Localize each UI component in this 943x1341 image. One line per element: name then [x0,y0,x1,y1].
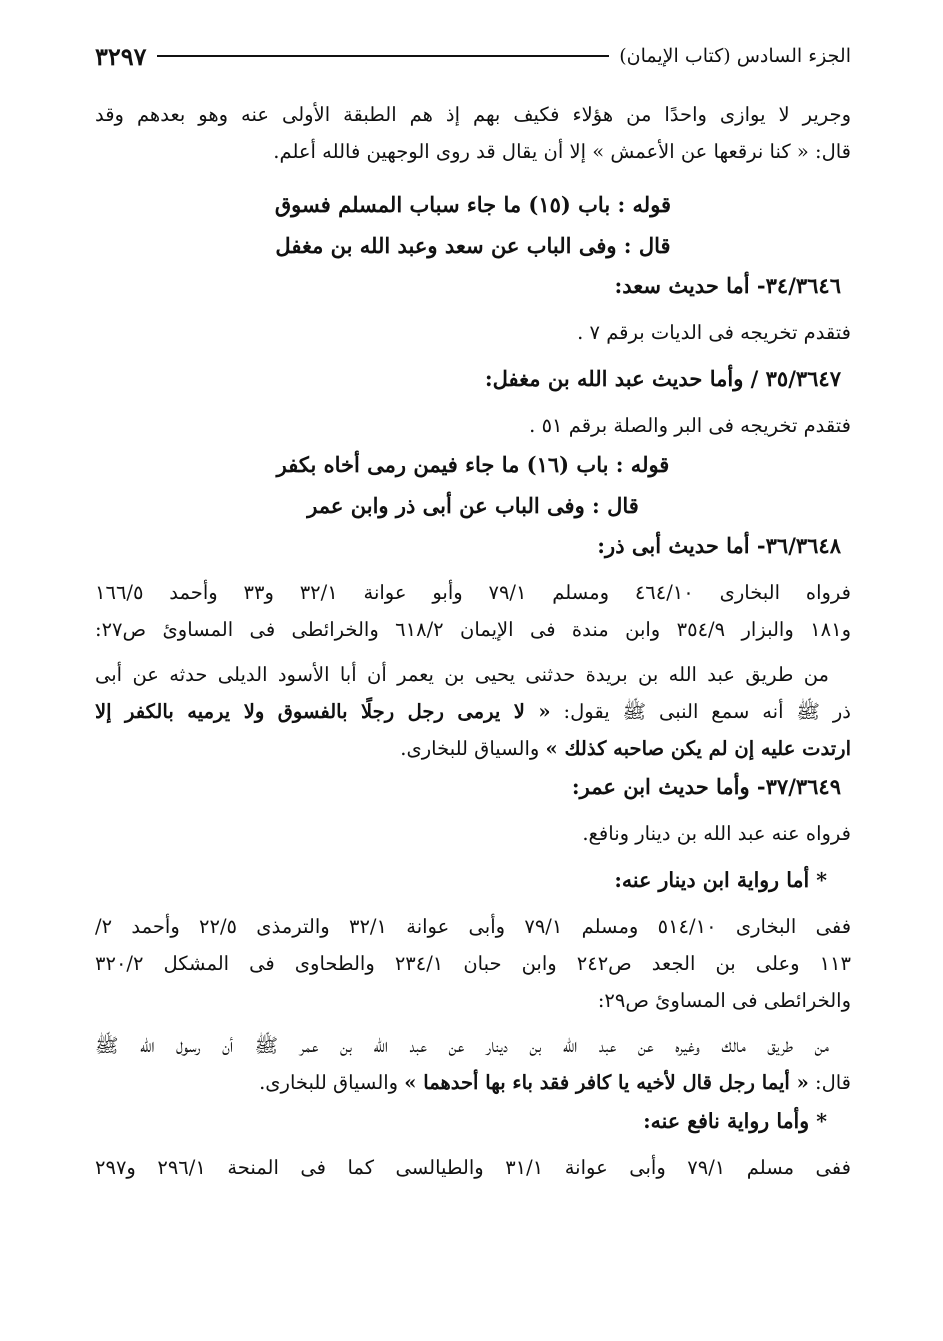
page-number: ٣٢٩٧ [95,41,147,71]
text-line: و١٨١ والبزار ٣٥٤/٩ وابن مندة فى الإيمان ٦١٨/٢ والخرائطى فى المساوئ ص٢٧: [95,618,851,641]
text-line: فتقدم تخريجه فى البر والصلة برقم ٥١ . [529,414,851,437]
text-line [95,730,851,767]
text-line: والخرائطى فى المساوئ ص٢٩: [597,989,851,1012]
header-rule [157,55,610,57]
text-line: قال: « كنا نرقعها عن الأعمش » إلا أن يقال قد روى الوجهين فالله أعلم. [273,140,851,163]
hadith-entry-heading: ٣٧/٣٦٤٩- وأما حديث ابن عمر: [571,774,841,799]
text-line [95,693,851,730]
text-line [95,1064,851,1101]
hadith-entry-heading: ٣٦/٣٦٤٨- أما حديث أبى ذر: [597,533,841,558]
text-line: فرواه البخارى ٤٦٤/١٠ ومسلم ٧٩/١ وأبو عوانة ٣٢/١ و٣٣ وأحمد ١٦٦/٥ [95,581,851,604]
text-run: قال: [808,1071,851,1094]
running-title: الجزء السادس (كتاب الإيمان) [619,45,851,67]
riwaya-heading: * وأما رواية نافع عنه: [643,1109,827,1133]
chapter-heading: قوله : باب (١٦) ما جاء فيمن رمى أخاه بكفر [276,452,670,477]
chapter-subheading: قال : وفى الباب عن أبى ذر وابن عمر [307,493,639,518]
text-line: ففى مسلم ٧٩/١ وأبى عوانة ٣١/١ والطيالسى كما فى المنحة ٢٩٦/١ و٢٩٧ [95,1156,851,1179]
text-line: فرواه عنه عبد الله بن دينار ونافع. [582,822,851,845]
text-run: ذر ﷺ أنه سمع النبى ﷺ يقول: [550,700,851,723]
text-line: وجرير لا يوازى واحدًا من هؤلاء فكيف بهم إذ هم الطبقة الأولى عنه وهو بعدهم وقد [95,103,851,126]
hadith-entry-heading: ٣٥/٣٦٤٧ / وأما حديث عبد الله بن مغفل: [484,366,841,391]
text-line: ففى البخارى ٥١٤/١٠ ومسلم ٧٩/١ وأبى عوانة ٣٢/١ والترمذى ٢٢/٥ وأحمد ٢/ [95,915,852,938]
hadith-entry-heading: ٣٤/٣٦٤٦- أما حديث سعد: [614,273,841,298]
hadith-matn: « لا يرمى رجل رجلًا بالفسوق ولا يرميه بالكفر إلا [95,700,551,723]
hadith-matn: ارتدت عليه إن لم يكن صاحبه كذلك » [545,737,851,760]
text-line: من طريق مالك وغيره عن عبد الله بن دينار عن عبد الله بن عمر ﷺ أن رسول الله ﷺ [95,1034,829,1057]
hadith-matn: « أيما رجل قال لأخيه يا كافر فقد باء بها أحدهما » [404,1071,809,1094]
text-run: والسياق للبخارى. [259,1071,405,1094]
page-header [95,38,851,74]
text-run: والسياق للبخارى. [400,737,546,760]
text-line: من طريق عبد الله بن بريدة حدثنى يحيى بن يعمر أن أبا الأسود الديلى حدثه عن أبى [95,663,829,686]
text-line: ١١٣ وعلى بن الجعد ص٢٤٢ وابن حبان ٢٣٤/١ والطحاوى فى المشكل ٣٢٠/٢ [95,952,851,975]
chapter-heading: قوله : باب (١٥) ما جاء سباب المسلم فسوق [274,192,672,217]
riwaya-heading: * أما رواية ابن دينار عنه: [614,868,827,892]
text-line: فتقدم تخريجه فى الديات برقم ٧ . [577,321,851,344]
chapter-subheading: قال : وفى الباب عن سعد وعبد الله بن مغفل [275,233,671,258]
